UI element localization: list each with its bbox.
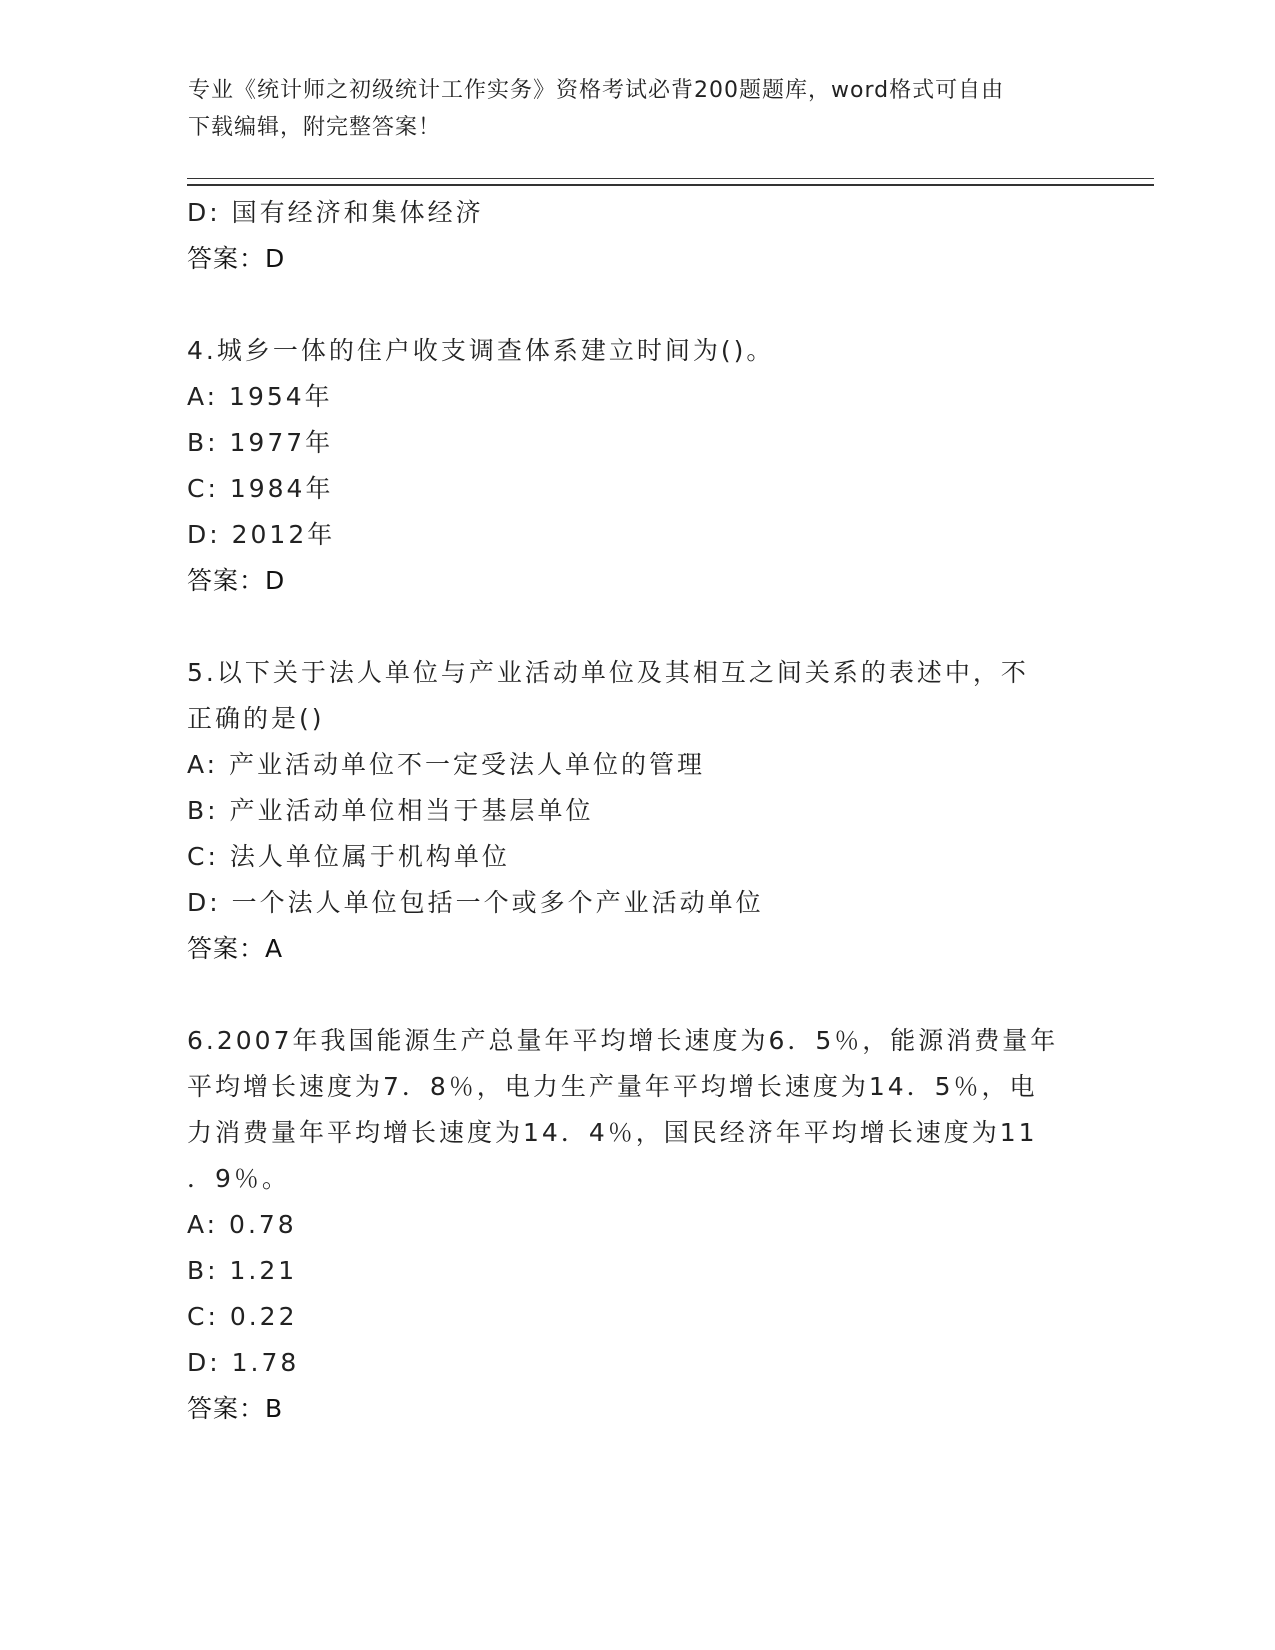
document-header (188, 72, 1088, 146)
option-a: A: 1954年 (187, 382, 333, 411)
question-content (187, 190, 1087, 1432)
question-stem: 4.城乡一体的住户收支调查体系建立时间为()。 (187, 336, 775, 365)
option-b: B: 1977年 (187, 428, 334, 457)
option-b: B: 产业活动单位相当于基层单位 (187, 796, 594, 825)
option-a: A: 产业活动单位不一定受法人单位的管理 (187, 750, 706, 779)
header-divider (187, 178, 1154, 186)
option-c: C: 0.22 (187, 1302, 298, 1331)
option-d: D: 一个法人单位包括一个或多个产业活动单位 (187, 888, 764, 917)
header-line-1: 专业《统计师之初级统计工作实务》资格考试必背200题题库，word格式可自由 (188, 78, 1005, 103)
answer-line: 答案：B (187, 1394, 284, 1423)
question-stem: 5.以下关于法人单位与产业活动单位及其相互之间关系的表述中，不 (187, 658, 1029, 687)
option-c: C: 法人单位属于机构单位 (187, 842, 510, 871)
option-a: A: 0.78 (187, 1210, 297, 1239)
question-stem-cont: 正确的是() (187, 704, 325, 733)
question-6 (187, 1018, 1087, 1432)
option-d: D: 2012年 (187, 520, 336, 549)
option-b: B: 1.21 (187, 1256, 298, 1285)
option-d: D: 1.78 (187, 1348, 300, 1377)
answer-line: 答案：D (187, 244, 286, 273)
option-c: C: 1984年 (187, 474, 334, 503)
spacer (187, 282, 1087, 328)
question-stem-cont: 平均增长速度为7．8％，电力生产量年平均增长速度为14．5％，电 (187, 1072, 1038, 1101)
option-d: D: 国有经济和集体经济 (187, 198, 484, 227)
question-4 (187, 328, 1087, 604)
answer-line: 答案：A (187, 934, 284, 963)
header-line-2: 下载编辑，附完整答案！ (188, 115, 442, 140)
question-stem-cont: 力消费量年平均增长速度为14．4％，国民经济年平均增长速度为11 (187, 1118, 1038, 1147)
answer-line: 答案：D (187, 566, 286, 595)
question-stem-cont: ．9％。 (187, 1164, 290, 1193)
question-3-tail (187, 190, 1087, 282)
spacer (187, 604, 1087, 650)
question-5 (187, 650, 1087, 972)
question-stem: 6.2007年我国能源生产总量年平均增长速度为6．5％，能源消费量年 (187, 1026, 1059, 1055)
spacer (187, 972, 1087, 1018)
